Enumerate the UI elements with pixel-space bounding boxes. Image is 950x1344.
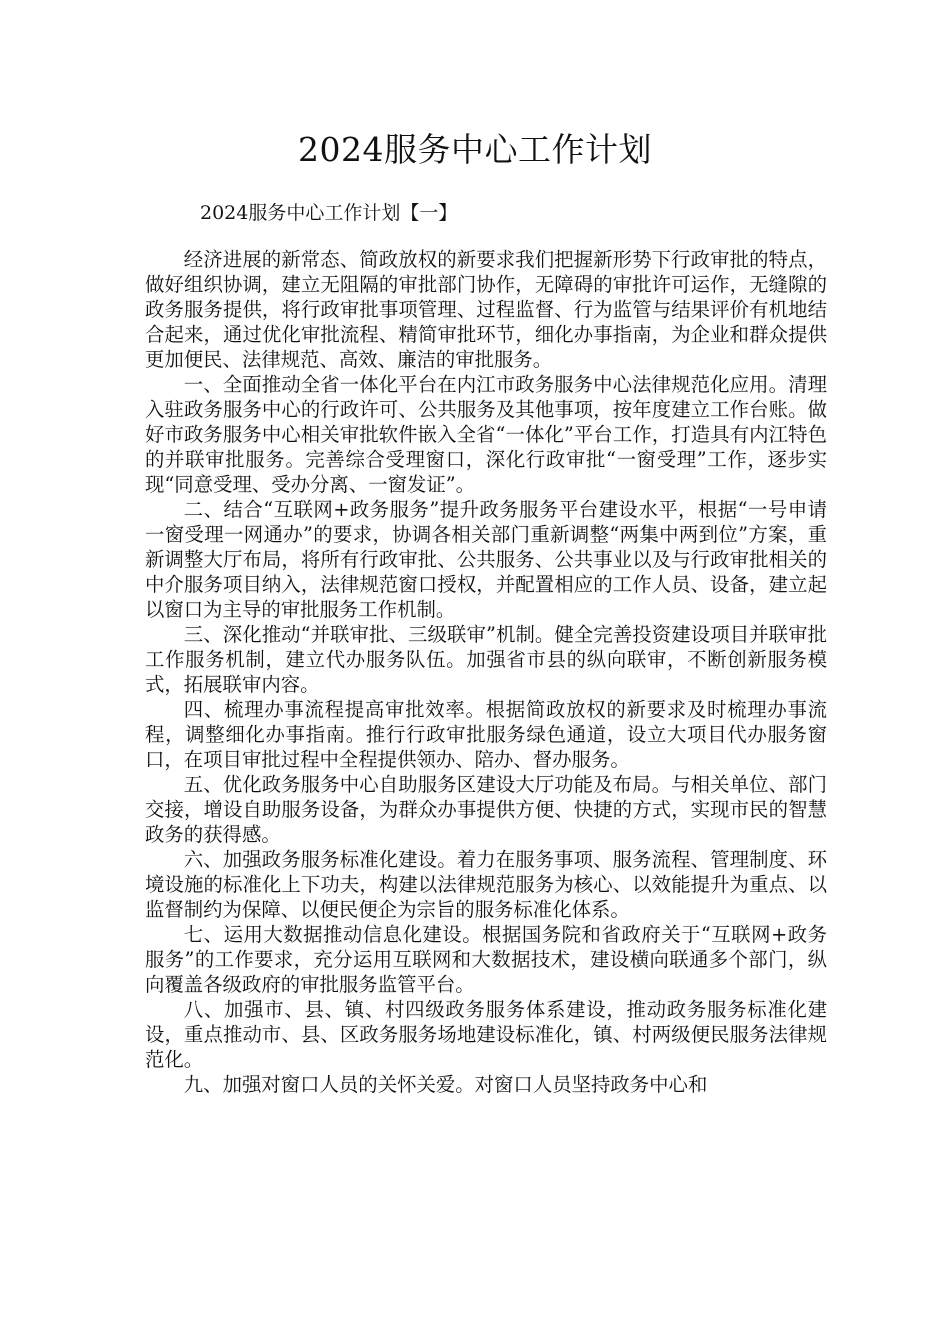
paragraph-item-7: 七、运用大数据推动信息化建设。根据国务院和省政府关于“互联网+政务服务”的工作要求，充分运用互联网和大数据技术，建设横向联通多个部门，纵向覆盖各级政府的审批服务监管平台。 bbox=[145, 923, 827, 996]
paragraph-item-5: 五、优化政务服务中心自助服务区建设大厅功能及布局。与相关单位、部门交接，增设自助服务设备，为群众办事提供方便、快捷的方式，实现市民的智慧政务的获得感。 bbox=[145, 773, 827, 846]
paragraph-item-4: 四、梳理办事流程提高审批效率。根据简政放权的新要求及时梳理办事流程，调整细化办事指南。推行行政审批服务绿色通道，设立大项目代办服务窗口，在项目审批过程中全程提供领办、陪办、督办服务。 bbox=[145, 698, 827, 771]
paragraph-item-3: 三、深化推动“并联审批、三级联审”机制。健全完善投资建设项目并联审批工作服务机制，建立代办服务队伍。加强省市县的纵向联审，不断创新服务模式，拓展联审内容。 bbox=[145, 623, 827, 696]
document-body bbox=[145, 247, 827, 1097]
section-heading: 2024服务中心工作计划【一】 bbox=[200, 202, 458, 224]
paragraph-item-6: 六、加强政务服务标准化建设。着力在服务事项、服务流程、管理制度、环境设施的标准化上下功夫，构建以法律规范服务为核心、以效能提升为重点、以监督制约为保障、以便民便企为宗旨的服务标准化体系。 bbox=[145, 848, 827, 921]
paragraph-item-2: 二、结合“互联网+政务服务”提升政务服务平台建设水平，根据“一号申请一窗受理一网通办”的要求，协调各相关部门重新调整“两集中两到位”方案，重新调整大厅布局，将所有行政审批、公共服务、公共事业以及与行政审批相关的中介服务项目纳入，法律规范窗口授权，并配置相应的工作人员、设备，建立起以窗口为主导的审批服务工作机制。 bbox=[145, 498, 827, 621]
paragraph-item-9: 九、加强对窗口人员的关怀关爱。对窗口人员坚持政务中心和 bbox=[183, 1073, 708, 1096]
paragraph-item-1: 一、全面推动全省一体化平台在内江市政务服务中心法律规范化应用。清理入驻政务服务中心的行政许可、公共服务及其他事项，按年度建立工作台账。做好市政务服务中心相关审批软件嵌入全省“一体化”平台工作，打造具有内江特色的并联审批服务。完善综合受理窗口，深化行政审批“一窗受理”工作，逐步实现“同意受理、受办分离、一窗发证”。 bbox=[145, 373, 827, 496]
paragraph-item-8: 八、加强市、县、镇、村四级政务服务体系建设，推动政务服务标准化建设，重点推动市、县、区政务服务场地建设标准化，镇、村两级便民服务法律规范化。 bbox=[145, 998, 827, 1071]
paragraph-intro: 经济进展的新常态、简政放权的新要求我们把握新形势下行政审批的特点，做好组织协调，建立无阻隔的审批部门协作，无障碍的审批许可运作，无缝隙的政务服务提供，将行政审批事项管理、过程监督、行为监管与结果评价有机地结合起来，通过优化审批流程、精简审批环节，细化办事指南，为企业和群众提供更加便民、法律规范、高效、廉洁的审批服务。 bbox=[145, 248, 827, 371]
document-title: 2024服务中心工作计划 bbox=[298, 130, 652, 169]
